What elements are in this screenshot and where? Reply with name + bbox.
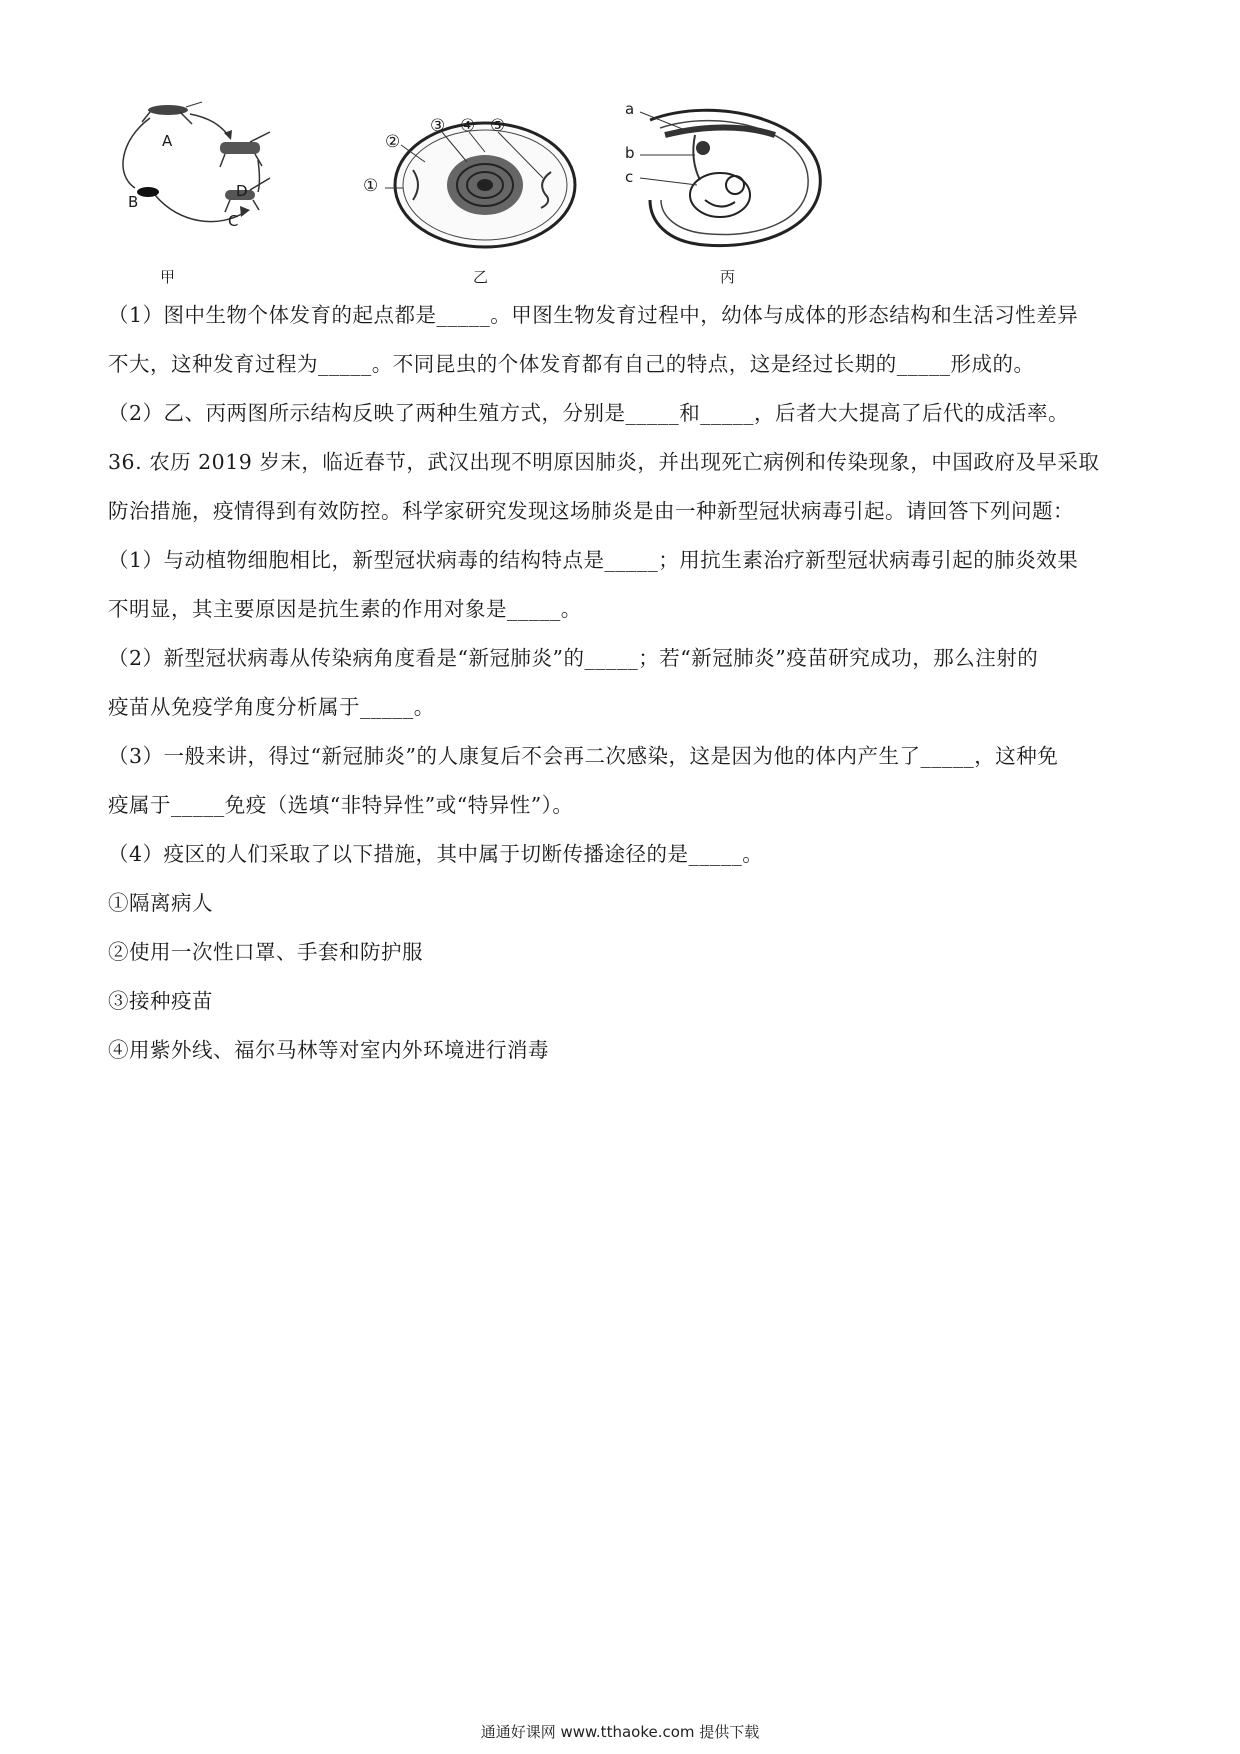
stage-label-c: C (228, 212, 239, 230)
figure-caption-bing: 丙 (720, 268, 736, 286)
figure-jia-grasshopper-cycle (110, 100, 310, 290)
q35-part1-line2: 不大，这种发育过程为_____。不同昆虫的个体发育都有自己的特点，这是经过长期的_____形成的。 (108, 352, 1035, 376)
stage-label-d: D (236, 182, 248, 200)
q36-part2-line2: 疫苗从免疫学角度分析属于_____。 (108, 695, 435, 719)
figure-yi-egg-structure (355, 100, 585, 290)
q36-option-4: ④用紫外线、福尔马林等对室内外环境进行消毒 (108, 1038, 549, 1062)
embryo-uterus-drawing (625, 100, 830, 260)
egg-part-5: ⑤ (490, 116, 506, 136)
grasshopper-cycle-drawing (110, 100, 310, 250)
stage-label-a: A (162, 132, 173, 150)
embryo-part-a: a (625, 100, 635, 118)
q36-option-1: ①隔离病人 (108, 891, 213, 915)
embryo-part-b: b (625, 144, 635, 162)
page-footer: 通通好课网 www.tthaoke.com 提供下载 (480, 1723, 760, 1741)
q36-part2-line1: （2）新型冠状病毒从传染病角度看是“新冠肺炎”的_____；若“新冠肺炎”疫苗研究成功，那么注射的 (108, 646, 1039, 670)
stage-label-b: B (128, 193, 139, 211)
q36-part3-line1: （3）一般来讲，得过“新冠肺炎”的人康复后不会再二次感染，这是因为他的体内产生了_____，这种免 (108, 744, 1059, 768)
q36-part4-line: （4）疫区的人们采取了以下措施，其中属于切断传播途径的是_____。 (108, 842, 764, 866)
q36-stem-line1: 36. 农历 2019 岁末，临近春节，武汉出现不明原因肺炎，并出现死亡病例和传染现象，中国政府及早采取 (108, 450, 1100, 474)
egg-part-2: ② (385, 132, 401, 152)
figure-caption-jia: 甲 (160, 268, 176, 286)
egg-part-1: ① (363, 176, 379, 196)
figure-bing-embryo-uterus (625, 100, 830, 290)
q36-option-3: ③接种疫苗 (108, 989, 213, 1013)
q36-part3-line2: 疫属于_____免疫（选填“非特异性”或“特异性”）。 (108, 793, 574, 817)
q35-part2-line: （2）乙、丙两图所示结构反映了两种生殖方式，分别是_____和_____，后者大大提高了后代的成活率。 (108, 401, 1070, 425)
figure-group (110, 100, 830, 290)
egg-part-4: ④ (460, 116, 476, 136)
q36-part1-line2: 不明显，其主要原因是抗生素的作用对象是_____。 (108, 597, 582, 621)
q36-stem-line2: 防治措施，疫情得到有效防控。科学家研究发现这场肺炎是由一种新型冠状病毒引起。请回答下列问题： (108, 499, 1074, 523)
embryo-part-c: c (625, 168, 634, 186)
q36-part1-line1: （1）与动植物细胞相比，新型冠状病毒的结构特点是_____；用抗生素治疗新型冠状病毒引起的肺炎效果 (108, 548, 1079, 572)
q36-option-2: ②使用一次性口罩、手套和防护服 (108, 940, 423, 964)
egg-part-3: ③ (430, 116, 446, 136)
figure-caption-yi: 乙 (473, 268, 489, 286)
q35-part1-line1: （1）图中生物个体发育的起点都是_____。甲图生物发育过程中，幼体与成体的形态结构和生活习性差异 (108, 303, 1079, 327)
